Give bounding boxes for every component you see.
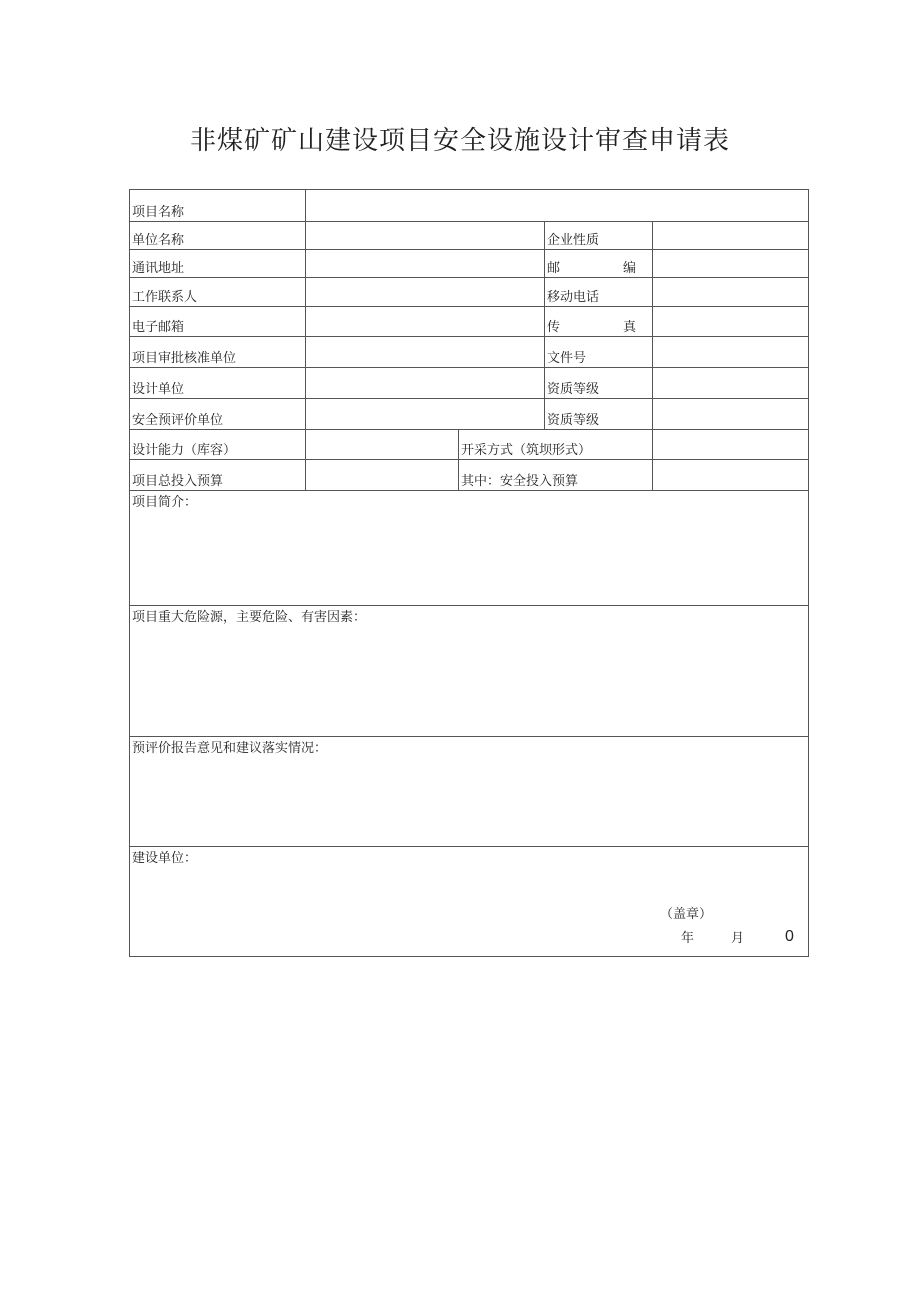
label-email: 电子邮箱 [130,307,306,337]
label-mining-method: 开采方式（筑坝形式） [459,430,653,460]
label-fax-char-2: 真 [622,320,636,335]
label-pre-eval-unit: 安全预评价单位 [130,399,306,430]
field-pre-eval-unit[interactable] [306,399,545,430]
date-year-label: 年 [681,931,695,946]
row-hazards [130,606,809,737]
label-postcode [545,250,653,278]
field-design-unit[interactable] [306,368,545,399]
field-email[interactable] [306,307,545,337]
row-budget [130,460,809,491]
label-design-capacity: 设计能力（库容） [130,430,306,460]
label-design-unit: 设计单位 [130,368,306,399]
field-project-name[interactable] [306,190,809,222]
field-enterprise-nature[interactable] [653,222,809,250]
section-hazards[interactable] [130,606,809,737]
label-postcode-char-1: 邮 [547,261,561,276]
section-builder[interactable] [130,847,809,957]
row-unit-name [130,222,809,250]
row-design-capacity [130,430,809,460]
row-email [130,307,809,337]
row-pre-eval-unit [130,399,809,430]
row-builder [130,847,809,957]
row-pre-eval-opinion [130,737,809,847]
field-qualification-design[interactable] [653,368,809,399]
field-fax[interactable] [653,307,809,337]
date-month-label: 月 [731,931,745,946]
row-brief [130,491,809,606]
row-contact [130,278,809,307]
field-approval-unit[interactable] [306,337,545,368]
field-address[interactable] [306,250,545,278]
label-contact: 工作联系人 [130,278,306,307]
section-project-brief[interactable] [130,491,809,606]
label-qualification-design: 资质等级 [545,368,653,399]
field-doc-number[interactable] [653,337,809,368]
label-fax-char-1: 传 [547,320,561,335]
field-mobile[interactable] [653,278,809,307]
section-pre-eval-opinion[interactable] [130,737,809,847]
field-safety-budget[interactable] [653,460,809,491]
label-postcode-char-2: 编 [622,261,636,276]
label-pre-eval-opinion: 预评价报告意见和建议落实情况： [132,741,328,756]
label-builder: 建设单位： [132,851,198,866]
field-contact[interactable] [306,278,545,307]
label-doc-number: 文件号 [545,337,653,368]
field-total-budget[interactable] [306,460,459,491]
row-address [130,250,809,278]
label-safety-budget: 其中：安全投入预算 [459,460,653,491]
label-approval-unit: 项目审批核准单位 [130,337,306,368]
date-day-value: 0 [785,928,794,945]
label-unit-name: 单位名称 [130,222,306,250]
label-hazards: 项目重大危险源，主要危险、有害因素： [132,610,367,625]
field-mining-method[interactable] [653,430,809,460]
row-project-name [130,190,809,222]
label-address: 通讯地址 [130,250,306,278]
label-project-brief: 项目简介： [132,495,198,510]
application-form-table [129,189,809,957]
field-design-capacity[interactable] [306,430,459,460]
field-unit-name[interactable] [306,222,545,250]
field-qualification-pre-eval[interactable] [653,399,809,430]
row-approval-unit [130,337,809,368]
seal-label: （盖章） [660,907,713,922]
label-fax [545,307,653,337]
label-qualification-pre-eval: 资质等级 [545,399,653,430]
label-mobile: 移动电话 [545,278,653,307]
field-postcode[interactable] [653,250,809,278]
label-project-name: 项目名称 [130,190,306,222]
page-title: 非煤矿矿山建设项目安全设施设计审查申请表 [189,126,730,156]
row-design-unit [130,368,809,399]
label-total-budget: 项目总投入预算 [130,460,306,491]
label-enterprise-nature: 企业性质 [545,222,653,250]
